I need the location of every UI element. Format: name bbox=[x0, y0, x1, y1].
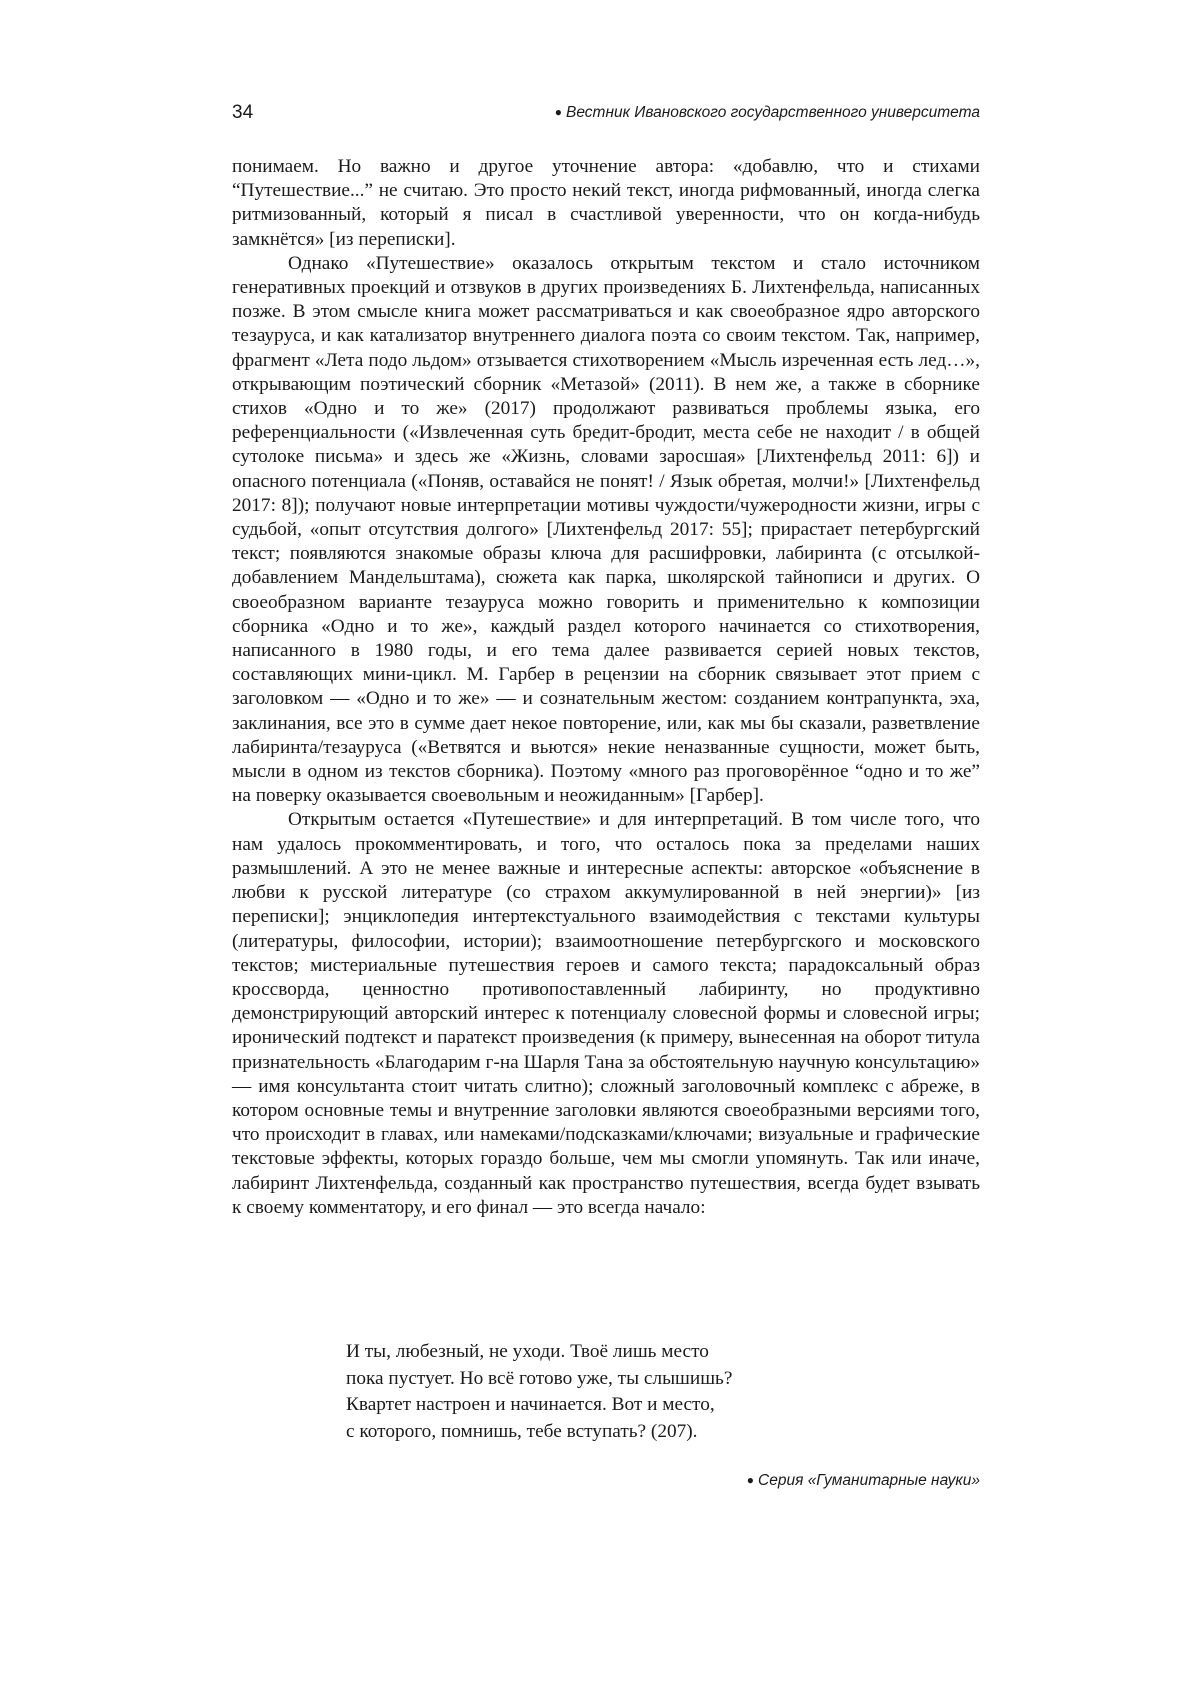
poem-line: Квартет настроен и начинается. Вот и место, bbox=[346, 1392, 906, 1419]
bullet-icon: ● bbox=[747, 1473, 754, 1487]
running-footer bbox=[747, 1472, 980, 1490]
poem-quotation bbox=[346, 1339, 906, 1445]
article-body bbox=[232, 155, 980, 1220]
bullet-icon: ● bbox=[555, 105, 562, 119]
page-number: 34 bbox=[232, 102, 253, 124]
poem-line: пока пустует. Но всё готово уже, ты слышишь? bbox=[346, 1366, 906, 1393]
series-title: Серия «Гуманитарные науки» bbox=[758, 1472, 980, 1489]
paragraph-continuation: понимаем. Но важно и другое уточнение автора: «добавлю, что и стихами “Путешествие...” не считаю. Это просто некий текст, иногда рифмованный, иногда слегка ритмизованный, который я писал в счастливой уверенности, что он когда-нибудь замкнётся» [из переписки]. bbox=[232, 155, 980, 252]
journal-title bbox=[555, 104, 980, 122]
document-page bbox=[0, 0, 1200, 1697]
poem-line: И ты, любезный, не уходи. Твоё лишь место bbox=[346, 1339, 906, 1366]
journal-title-text: Вестник Ивановского государственного университета bbox=[566, 104, 980, 121]
running-header bbox=[232, 100, 980, 130]
paragraph-thesaurus: Однако «Путешествие» оказалось открытым текстом и стало источником генеративных проекций и отзвуков в других произведениях Б. Лихтенфельда, написанных позже. В этом смысле книга может рассматриваться и как своеобразное ядро авторского тезауруса, и как катализатор внутреннего диалога поэта со своим текстом. Так, например, фрагмент «Лета подо льдом» отзывается стихотворением «Мысль изреченная есть лед…», открывающим поэтический сборник «Метазой» (2011). В нем же, а также в сборнике стихов «Одно и то же» (2017) продолжают развиваться проблемы языка, его референциальности («Извлеченная суть бредит-бродит, места себе не находит / в общей сутолоке письма» и здесь же «Жизнь, словами заросшая» [Лихтенфельд 2011: 6]) и опасного потенциала («Поняв, оставайся не понят! / Язык обретая, молчи!» [Лихтенфельд 2017: 8]); получают новые интерпретации мотивы чуждости/чужеродности жизни, игры с судьбой, «опыт отсутствия долгого» [Лихтенфельд 2017: 55]; прирастает петербургский текст; появляются знакомые образы ключа для расшифровки, лабиринта (с отсылкой-добавлением Мандельштама), сюжета как парка, школярской тайнописи и других. О своеобразном варианте тезауруса можно говорить и применительно к композиции сборника «Одно и то же», каждый раздел которого начинается со стихотворения, написанного в 1980 годы, и его тема далее развивается серией новых текстов, составляющих мини-цикл. М. Гарбер в рецензии на сборник связывает этот прием с заголовком — «Одно и то же» — и сознательным жестом: созданием контрапункта, эха, заклинания, все это в сумме дает некое повторение, или, как мы бы сказали, разветвление лабиринта/тезауруса («Ветвятся и вьются» некие неназванные сущности, может быть, мысли в одном из текстов сборника). Поэтому «много раз проговорённое “одно и то же” на поверку оказывается своевольным и неожиданным» [Гарбер]. bbox=[232, 252, 980, 809]
poem-line: с которого, помнишь, тебе вступать? (207). bbox=[346, 1419, 906, 1446]
paragraph-interpretations: Открытым остается «Путешествие» и для интерпретаций. В том числе того, что нам удалось прокомментировать, и того, что осталось пока за пределами наших размышлений. А это не менее важные и интересные аспекты: авторское «объяснение в любви к русской литературе (со страхом аккумулированной в ней энергии)» [из переписки]; энциклопедия интертекстуального взаимодействия с текстами культуры (литературы, философии, истории); взаимоотношение петербургского и московского текстов; мистериальные путешествия героев и самого текста; парадоксальный образ кроссворда, ценностно противопоставленный лабиринту, но продуктивно демонстрирующий авторский интерес к потенциалу словесной формы и словесной игры; иронический подтекст и паратекст произведения (к примеру, вынесенная на оборот титула признательность «Благодарим г-на Шарля Тана за обстоятельную научную консультацию» — имя консультанта стоит читать слитно); сложный заголовочный комплекс с абреже, в котором основные темы и внутренние заголовки являются своеобразными версиями того, что происходит в главах, или намеками/подсказками/ключами; визуальные и графические текстовые эффекты, которых гораздо больше, чем мы смогли упомянуть. Так или иначе, лабиринт Лихтенфельда, созданный как пространство путешествия, всегда будет взывать к своему комментатору, и его финал — это всегда начало: bbox=[232, 808, 980, 1219]
